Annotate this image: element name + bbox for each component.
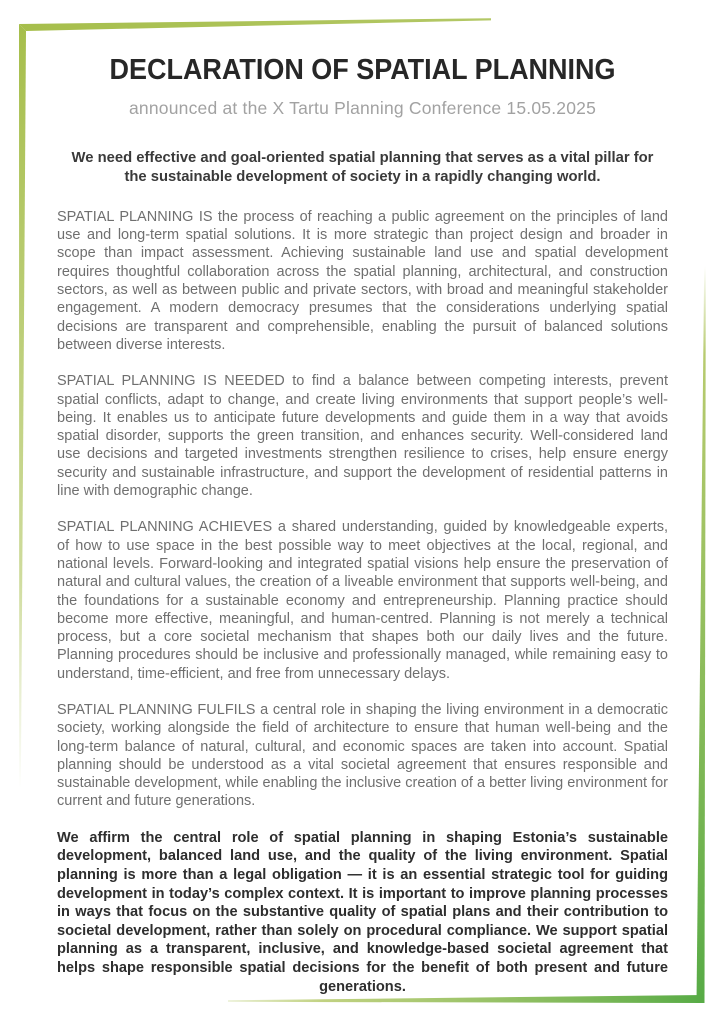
closing-paragraph: We affirm the central role of spatial planning in shaping Estonia’s sustainable development, balanced land use, and the quality of the living environment. Spatial planning is more than a legal obligation — it is an essential strategic tool for guiding development in today’s complex context. It is important to improve planning processes in ways that focus on the substantive quality of spatial plans and their contribution to societal development, rather than solely on procedural compliance. We support spatial planning as a transparent, inclusive, and knowledge-based societal agreement that helps shape responsible spatial decisions for the benefit of both present and future generations. xyxy=(57,829,668,995)
lead-paragraph: We need effective and goal-oriented spatial planning that serves as a vital pillar for the sustainable development of society in a rapidly changing world. xyxy=(71,150,654,185)
document-body xyxy=(57,208,668,996)
body-paragraph-spatial-planning-achieves: SPATIAL PLANNING ACHIEVES a shared understanding, guided by knowledgeable experts, of how to use space in the best possible way to meet objectives at the local, regional, and national levels. Forward-looking and integrated spatial visions help ensure the preservation of natural and cultural values, the creation of a liveable environment that supports well-being, and the foundations for a sustainable economy and entrepreneurship. Planning practice should become more effective, meaningful, and human-centred. Planning is not merely a technical process, but a core societal mechanism that shapes both our daily lives and the future. Planning procedures should be inclusive and professionally managed, while remaining easy to understand, time-efficient, and free from unnecessary delays. xyxy=(57,519,668,682)
frame-right-line xyxy=(697,266,706,1003)
body-paragraph-spatial-planning-is-needed: SPATIAL PLANNING IS NEEDED to find a balance between competing interests, prevent spatial conflicts, adapt to change, and create living environments that support people’s well-being. It enables us to anticipate future developments and guide them in a way that avoids spatial disorder, supports the green transition, and enhances security. Well-considered land use decisions and targeted investments strengthen resilience to crises, help ensure energy security and sustainable infrastructure, and support the development of residential patterns in line with demographic change. xyxy=(57,373,668,500)
body-paragraph-spatial-planning-is: SPATIAL PLANNING IS the process of reaching a public agreement on the principles of land use and long-term spatial solutions. It is more strategic than project design and broader in scope than impact assessment. Achieving sustainable land use and spatial development requires thoughtful collaboration across the spatial planning, architectural, and construction sectors, as well as between public and private sectors, with broad and meaningful stakeholder engagement. A modern democracy presumes that the considerations underlying spatial decisions are transparent and comprehensible, enabling the pursuit of balanced solutions between diverse interests. xyxy=(57,208,668,353)
page-subtitle: announced at the X Tartu Planning Conference 15.05.2025 xyxy=(129,98,596,118)
body-paragraph-spatial-planning-fulfils: SPATIAL PLANNING FULFILS a central role in shaping the living environment in a democratic society, working alongside the field of architecture to ensure that human well-being and the long-term balance of natural, cultural, and economic spaces are taken into account. Spatial planning should be understood as a vital societal agreement that ensures responsible and sustainable development, while enabling the inclusive creation of a better living environment for current and future generations. xyxy=(57,702,668,810)
frame-left-line xyxy=(19,24,26,789)
frame-top-line xyxy=(19,18,491,31)
frame-bottom-line xyxy=(228,995,705,1003)
page-title: DECLARATION OF SPATIAL PLANNING xyxy=(109,54,616,86)
